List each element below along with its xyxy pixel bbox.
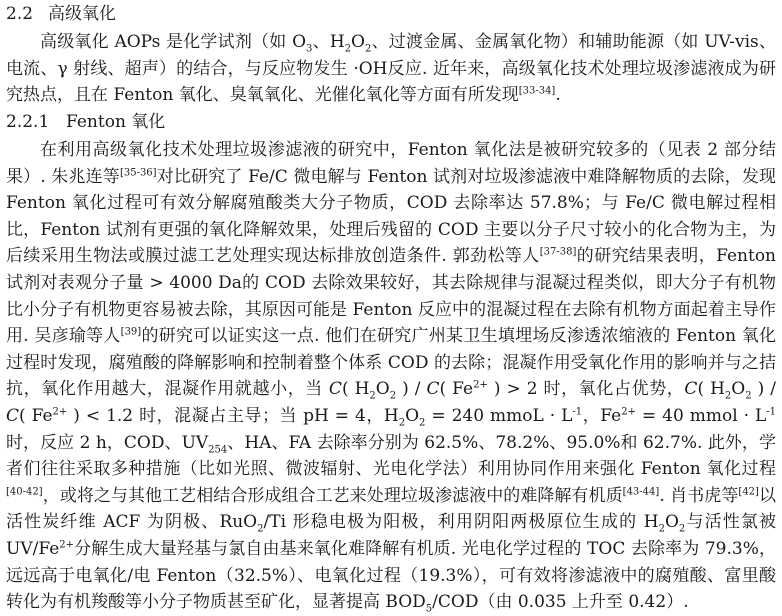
text-run: 、H	[312, 32, 345, 52]
section-heading	[6, 4, 116, 24]
text-run: . 肖书虎等	[659, 485, 739, 506]
text-run: 以活性炭纤维 ACF 为阴极、RuO	[6, 485, 777, 533]
text-run: 对比研究了 Fe/C 微电解与 Fenton 试剂对垃圾渗滤液中难降解物质的去除，发现 Fenton 氧化过程可有效分解腐殖酸类大分子物质，COD 去除率达 57.8%；与 Fe/C 微电解过程相比，Fenton 试剂有更强的氧化降解效果，处理后残留的 COD 主要以分子尺寸较小的化合物为主，为后续采用生物法或膜过滤工艺处理实现达标排放创造条件. 郭劲松等人	[6, 166, 777, 267]
superscript-run: [35-36]	[119, 166, 157, 178]
text-run: = 40 mmol · L	[635, 405, 767, 426]
italic-run: C	[684, 379, 698, 400]
subscript-run: 2	[658, 523, 665, 535]
text-run: 高级氧化 AOPs 是化学试剂（如 O	[40, 32, 307, 52]
subscript-run: 2	[398, 417, 406, 429]
subsection-number: 2.2.1	[6, 112, 50, 132]
text-run: 、HA、FA 去除率分别为 62.5%、78.2%、95.0%和 62.7%. 此外，学者们往往采取多种措施（比如光照、微波辐射、光电化学法）利用协同作用来强化 Fenton 氧化过程	[6, 432, 776, 480]
superscript-run: [42]	[738, 486, 759, 498]
superscript-run: -1	[572, 406, 583, 418]
text-run: O	[351, 32, 365, 52]
text-run: ( H	[697, 379, 725, 400]
subscript-run: 2	[257, 523, 264, 535]
text-run: /COD（由 0.035 上升至 0.42）.	[432, 592, 689, 613]
superscript-run: -1	[766, 406, 777, 418]
superscript-run: 2+	[473, 379, 488, 391]
superscript-run: 2+	[59, 539, 75, 551]
superscript-run: 2+	[621, 406, 636, 418]
italic-run: C	[6, 405, 20, 426]
subscript-run: 2	[369, 390, 376, 402]
subscript-run: 2	[344, 43, 352, 55]
subsection-heading	[6, 112, 165, 132]
superscript-run: [40-42]	[6, 486, 43, 498]
subscript-run: 2	[364, 43, 372, 55]
italic-run: C	[426, 379, 440, 400]
subscript-run: 5	[425, 603, 433, 615]
text-run: O	[375, 379, 390, 400]
text-run: ( Fe	[439, 379, 474, 400]
subscript-run: 2	[419, 417, 426, 429]
text-run: ( Fe	[19, 405, 53, 426]
section-paragraph	[6, 29, 776, 109]
section-title: 高级氧化	[48, 4, 116, 24]
text-run: ，Fe	[582, 405, 622, 426]
text-run: 、过渡金属、金属氧化物）和辅助能源（如 UV-vis、电流、γ 射线、超声）的结合，与反应物发生 ·OH反应. 近年来，高级氧化技术处理垃圾渗滤液成为研究热点，且在 Fenton 氧化、臭氧氧化、光催化氧化等方面有所发现	[6, 32, 776, 106]
text-run: ，或将之与其他工艺相结合形成组合工艺来处理垃圾渗滤液中的难降解有机质	[42, 485, 623, 506]
subscript-run: 254	[208, 443, 228, 455]
subscript-run: 3	[306, 43, 313, 55]
text-run: = 240 mmoL · L	[425, 405, 573, 426]
superscript-run: [37-38]	[539, 246, 577, 258]
text-run: /Ti 形稳电极为阳极，利用阴阳两极原位生成的 H	[263, 512, 659, 533]
text-run: O	[731, 379, 746, 400]
text-run: ) /	[396, 379, 427, 400]
text-run: 的研究结果表明，Fenton 试剂对表观分子量 > 4000 Da的 COD 去除效果较好，其去除规律与混凝过程类似，即大分子有机物比小分子有机物更容易被去除，其原因可能是 Fenton 反应中的混凝过程在去除有机物方面起着主导作用. 吴彦瑜等人	[6, 246, 776, 347]
text-run: 时，反应 2 h，COD、UV	[6, 432, 209, 453]
text-run: ( H	[341, 379, 370, 400]
subsection-title: Fenton 氧化	[66, 112, 166, 132]
text-run: ) /	[751, 379, 776, 400]
text-run: 与活性氯被 UV/Fe	[6, 512, 777, 559]
subsection-paragraph	[6, 137, 776, 616]
subscript-run: 2	[724, 390, 732, 402]
superscript-run: [43-44]	[622, 486, 660, 498]
italic-run: C	[328, 379, 342, 400]
superscript-run: [33-34]	[518, 85, 556, 97]
section-number: 2.2	[6, 4, 34, 24]
text-run: 分解生成大量羟基与氯自由基来氧化难降解有机质. 光电化学过程的 TOC 去除率为 79.3%，远远高于电氧化/电 Fenton（32.5%）、电氧化过程（19.3%），可有效将渗滤液中的腐殖酸、富里酸转化为有机羧酸等小分子物质甚至矿化，显著提高 BOD	[6, 538, 776, 613]
subscript-run: 2	[678, 523, 686, 535]
text-run: 的研究可以证实这一点. 他们在研究广州某卫生填埋场反渗透浓缩液的 Fenton 氧化过程时发现，腐殖酸的降解影响和控制着整个体系 COD 的去除；混凝作用受氧化作用的影响并与之拮抗，氧化作用越大，混凝作用就越小，当	[6, 326, 776, 400]
text-run: ) < 1.2 时，混凝占主导；当 pH = 4，H	[67, 405, 399, 426]
text-run: O	[664, 512, 679, 533]
superscript-run: 2+	[52, 406, 68, 418]
subscript-run: 2	[745, 390, 752, 402]
text-run: O	[405, 405, 420, 426]
text-run: 在利用高级氧化技术处理垃圾渗滤液的研究中，Fenton 氧化法是被研究较多的（见表 2 部分结果）. 朱兆连等	[6, 140, 776, 187]
superscript-run: [39]	[120, 326, 142, 338]
text-run: ) > 2 时，氧化占优势，	[487, 379, 685, 400]
text-run: .	[555, 85, 561, 106]
subscript-run: 2	[389, 390, 397, 402]
